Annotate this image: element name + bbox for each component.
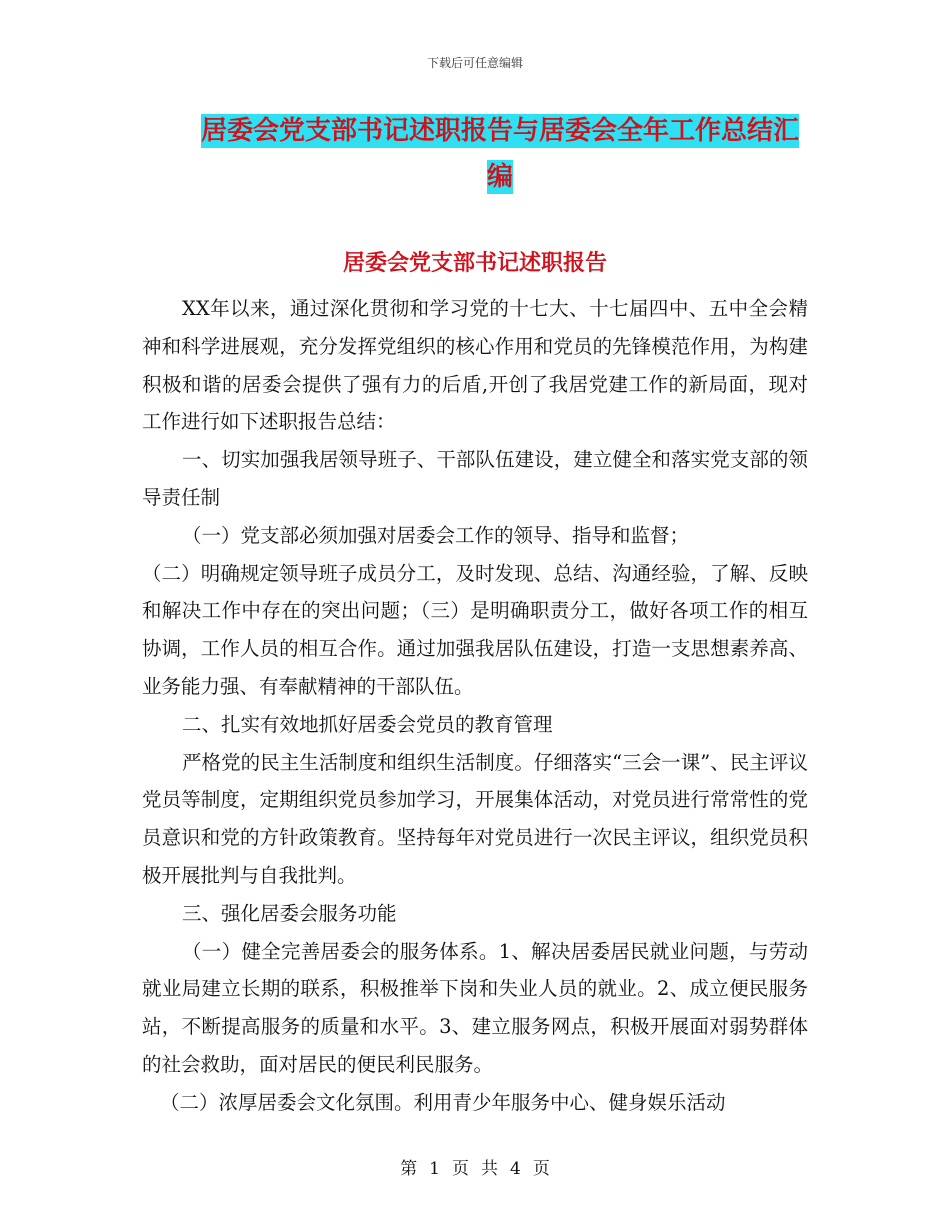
paragraph-education: 严格党的民主生活制度和组织生活制度。仔细落实“三会一课”、民主评议党员等制度，定期组织党员参加学习，开展集体活动，对党员进行常常性的党员意识和党的方针政策教育。坚持每年对党员进行一次民主评议，组织党员积极开展批判与自我批判。 <box>142 750 808 887</box>
paragraph-items-2-3: （二）明确规定领导班子成员分工，及时发现、总结、沟通经验，了解、反映和解决工作中存在的突出问题；（三）是明确职责分工，做好各项工作的相互协调，工作人员的相互合作。通过加强我居队伍建设，打造一支思想素养高、业务能力强、有奉献精神的干部队伍。 <box>142 561 808 698</box>
footer-total-unit: 页 <box>532 1159 550 1179</box>
page-footer <box>0 1154 950 1179</box>
footer-total-label: 共 <box>481 1159 498 1179</box>
footer-page-number: 1 <box>429 1159 440 1179</box>
page-header-note: 下载后可任意编辑 <box>426 56 523 70</box>
paragraph-item-1: （一）党支部必须加强对居委会工作的领导、指导和监督； <box>182 523 690 547</box>
document-title-line2: 编 <box>486 162 513 192</box>
paragraph-heading-1: 一、切实加强我居领导班子、干部队伍建设，建立健全和落实党支部的领导责任制 <box>142 448 808 509</box>
paragraph-heading-2: 二、扎实有效地抓好居委会党员的教育管理 <box>182 712 553 736</box>
paragraph-service: （一）健全完善居委会的服务体系。1、解决居委居民就业问题，与劳动就业局建立长期的联系，积极推举下岗和失业人员的就业。2、成立便民服务站，不断提高服务的质量和水平。3、建立服务网点，积极开展面对弱势群体的社会救助，面对居民的便民利民服务。 <box>142 939 808 1076</box>
section-title: 居委会党支部书记述职报告 <box>342 251 607 276</box>
paragraph-heading-3: 三、强化居委会服务功能 <box>182 901 397 925</box>
footer-page-unit: 页 <box>452 1159 469 1179</box>
paragraph-intro: XX年以来，通过深化贯彻和学习党的十七大、十七届四中、五中全会精神和科学进展观，充分发挥党组织的核心作用和党员的先锋模范作用，为构建积极和谐的居委会提供了强有力的后盾,开创了我居党建工作的新局面，现对工作进行如下述职报告总结： <box>142 297 808 434</box>
footer-page-label: 第 <box>400 1159 418 1179</box>
document-title-line1: 居委会党支部书记述职报告与居委会全年工作总结汇 <box>200 116 799 146</box>
footer-total-number: 4 <box>510 1159 521 1179</box>
document-body <box>142 290 808 1122</box>
document-title <box>195 108 805 200</box>
paragraph-culture: （二）浓厚居委会文化氛围。利用青少年服务中心、健身娱乐活动 <box>160 1090 726 1114</box>
